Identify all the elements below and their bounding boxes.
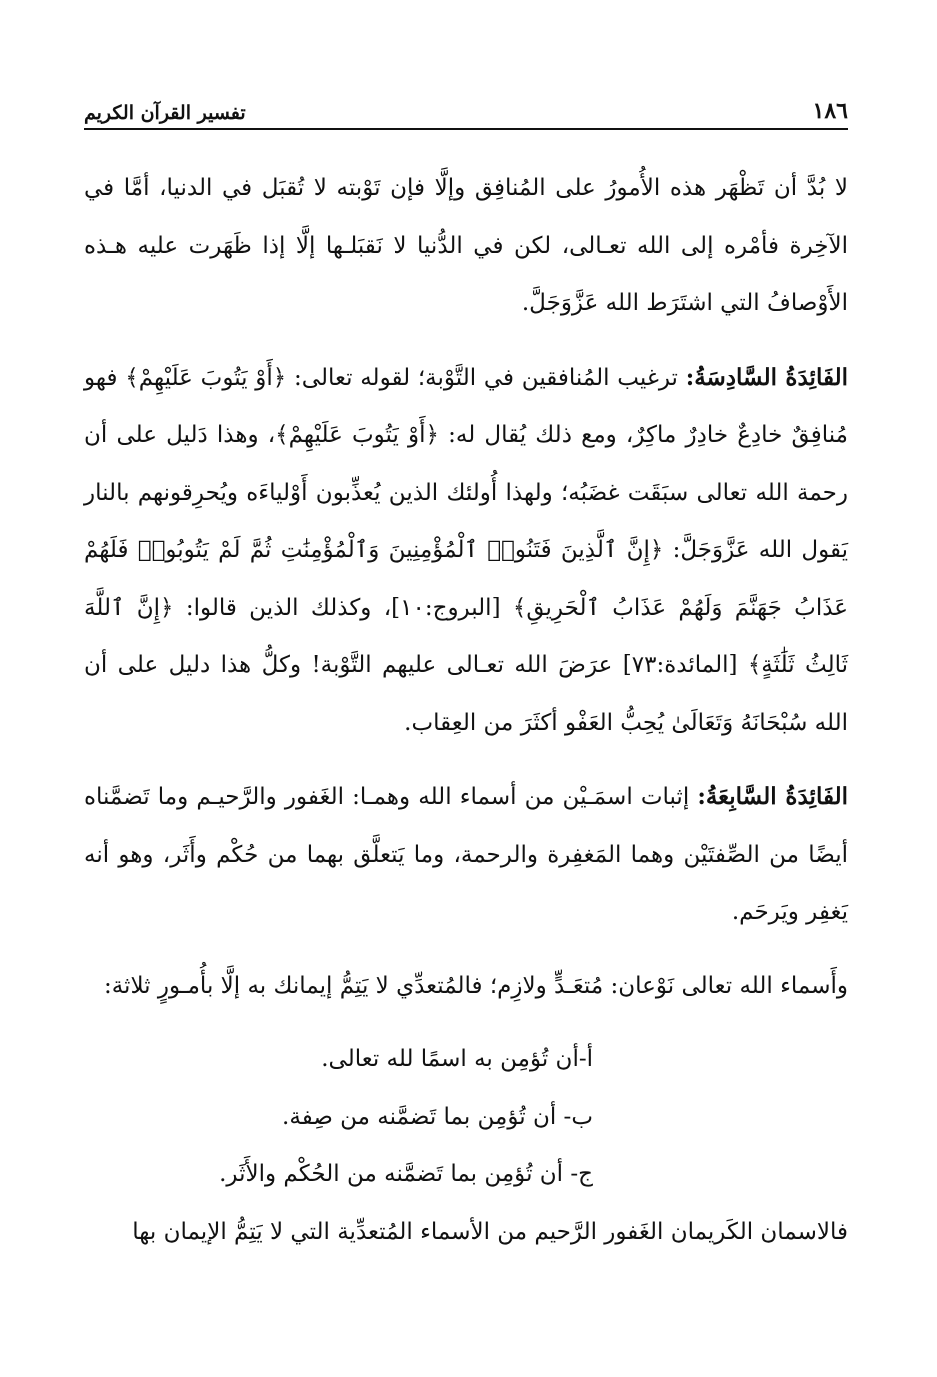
list-item: ج- أن تُؤمِن بما تَضمَّنه من الحُكْم والأَثَر. xyxy=(219,1161,593,1187)
list-item: ب- أن تُؤمِن بما تَضمَّنه من صِفة. xyxy=(282,1103,593,1130)
book-title: تفسير القرآن الكريم xyxy=(84,102,246,124)
paragraph-closing: فالاسمان الكَريمان الغَفور الرَّحيم من الأسماء المُتعدِّية التي لا يَتِمُّ الإيمان بها xyxy=(132,1218,848,1245)
paragraph-names-types: وأَسماء الله تعالى نَوْعان: مُتعَـدٍّ ولازِم؛ فالمُتعدِّي لا يَتِمُّ إيمانك به إلَّا بأُمـورٍ ثلاثة: xyxy=(103,972,848,999)
paragraph-sixth-benefit xyxy=(84,349,848,753)
seventh-benefit-label: الفَائِدَةُ السَّابِعَةُ: xyxy=(697,783,848,810)
list-item: أ-أن تُؤمِن به اسمًا لله تعالى. xyxy=(321,1046,593,1072)
paragraph-seventh-benefit xyxy=(84,768,848,942)
page-number: ١٨٦ xyxy=(812,98,848,124)
paragraph-conditions: لا بُدَّ أن تَظْهَر هذه الأُمورُ على المُنافِق وإلَّا فإن تَوْبته لا تُقبَل في الدنيا، أمَّا في الآخِرة فأمْره إلى الله تعـالى، لكن في الدُّنيا لا نَقبَلـها إلَّا إذا ظَهَرت عليه هـذه الأَوْصافُ التي اشتَرَط الله عَزَّوَجَلَّ. xyxy=(84,175,848,316)
sixth-benefit-text: ترغيب المُنافقين في التَّوْبة؛ لقوله تعالى: ﴿أَوْ يَتُوبَ عَلَيْهِمْ﴾ فهو مُنافِقٌ خادِعٌ خادِرٌ ماكِرٌ، ومع ذلك يُقال له: ﴿أَوْ يَتُوبَ عَلَيْهِمْ﴾، وهذا دَليل على أن رحمة الله تعالى سبَقَت غضَبُه؛ ولهذا أُولئك الذين يُعذِّبون أَوْلياءَه ويُحرِقونهم بالنار يَقول الله عَزَّوَجَلَّ: ﴿إِنَّ ٱلَّذِينَ فَتَنُوا۟ ٱلْمُؤْمِنِينَ وَٱلْمُؤْمِنَٰتِ ثُمَّ لَمْ يَتُوبُوا۟ فَلَهُمْ عَذَابُ جَهَنَّمَ وَلَهُمْ عَذَابُ ٱلْحَرِيقِ﴾ [البروج:١٠]، وكذلك الذين قالوا: ﴿إِنَّ ٱللَّهَ ثَالِثُ ثَلَٰثَةٍ﴾ [المائدة:٧٣] عرَضَ الله تعـالى عليهم التَّوْبة! وكلُّ هذا دليل على أن الله سُبْحَانَهُ وَتَعَالَىٰ يُحِبُّ العَفْو أكثَرَ من العِقاب. xyxy=(84,364,848,736)
page-body xyxy=(84,160,848,1261)
sixth-benefit-label: الفَائِدَةُ السَّادِسَةُ: xyxy=(685,363,848,391)
seventh-benefit-text: إثبات اسمَـيْن من أسماء الله وهمـا: الغَفور والرَّحيـم وما تَضمَّناه أيضًا من الصِّفتَيْن وهما المَغفِرة والرحمة، وما يَتعلَّق بهما من حُكْم وأَثَر، وهو أنه يَغفِر ويَرحَم. xyxy=(84,784,848,925)
running-header xyxy=(84,88,848,130)
